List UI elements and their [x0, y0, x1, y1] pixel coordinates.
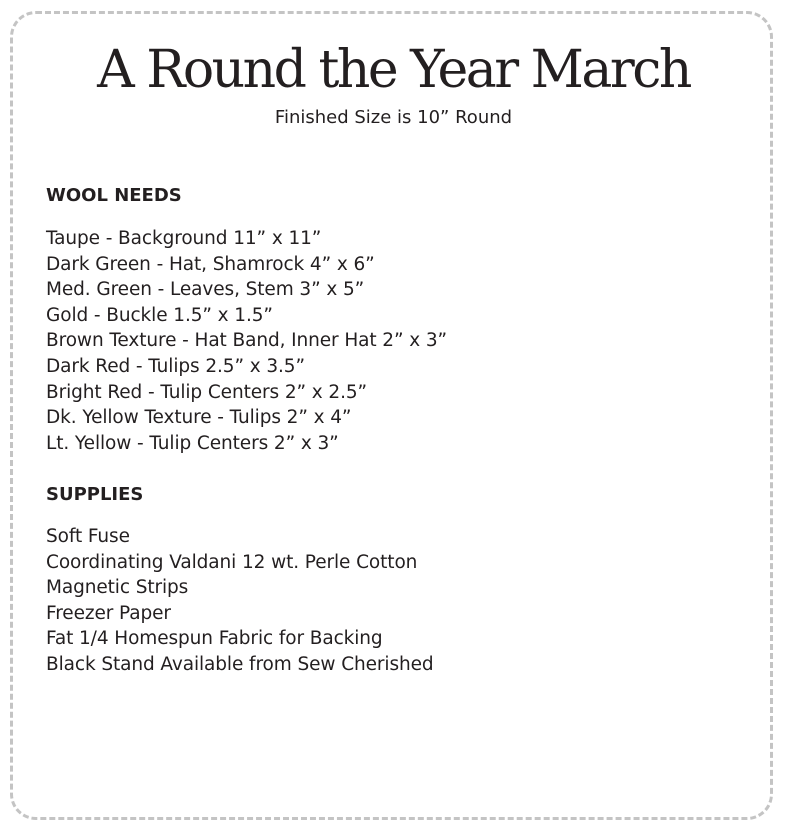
list-item: Gold - Buckle 1.5” x 1.5”	[46, 304, 273, 326]
list-item: Fat 1/4 Homespun Fabric for Backing	[46, 628, 383, 650]
finished-size-subtitle: Finished Size is 10” Round	[274, 107, 513, 128]
supplies-heading: SUPPLIES	[46, 484, 144, 505]
list-item: Dark Green - Hat, Shamrock 4” x 6”	[46, 253, 375, 275]
list-item: Black Stand Available from Sew Cherished	[46, 653, 434, 675]
list-item: Brown Texture - Hat Band, Inner Hat 2” x 3”	[46, 330, 448, 352]
supplies-list	[46, 524, 434, 678]
list-item: Freezer Paper	[46, 602, 171, 624]
list-item: Lt. Yellow - Tulip Centers 2” x 3”	[46, 432, 339, 454]
page-title: A Round the Year March	[97, 40, 690, 100]
list-item: Magnetic Strips	[46, 577, 189, 599]
list-item: Taupe - Background 11” x 11”	[46, 228, 322, 249]
list-item: Bright Red - Tulip Centers 2” x 2.5”	[46, 381, 367, 403]
list-item: Med. Green - Leaves, Stem 3” x 5”	[46, 279, 365, 301]
list-item: Soft Fuse	[46, 526, 130, 547]
list-item: Dk. Yellow Texture - Tulips 2” x 4”	[46, 407, 352, 429]
list-item: Coordinating Valdani 12 wt. Perle Cotton	[46, 551, 418, 573]
wool-needs-list	[46, 226, 447, 456]
list-item: Dark Red - Tulips 2.5” x 3.5”	[46, 355, 305, 377]
wool-needs-heading: WOOL NEEDS	[46, 185, 182, 206]
